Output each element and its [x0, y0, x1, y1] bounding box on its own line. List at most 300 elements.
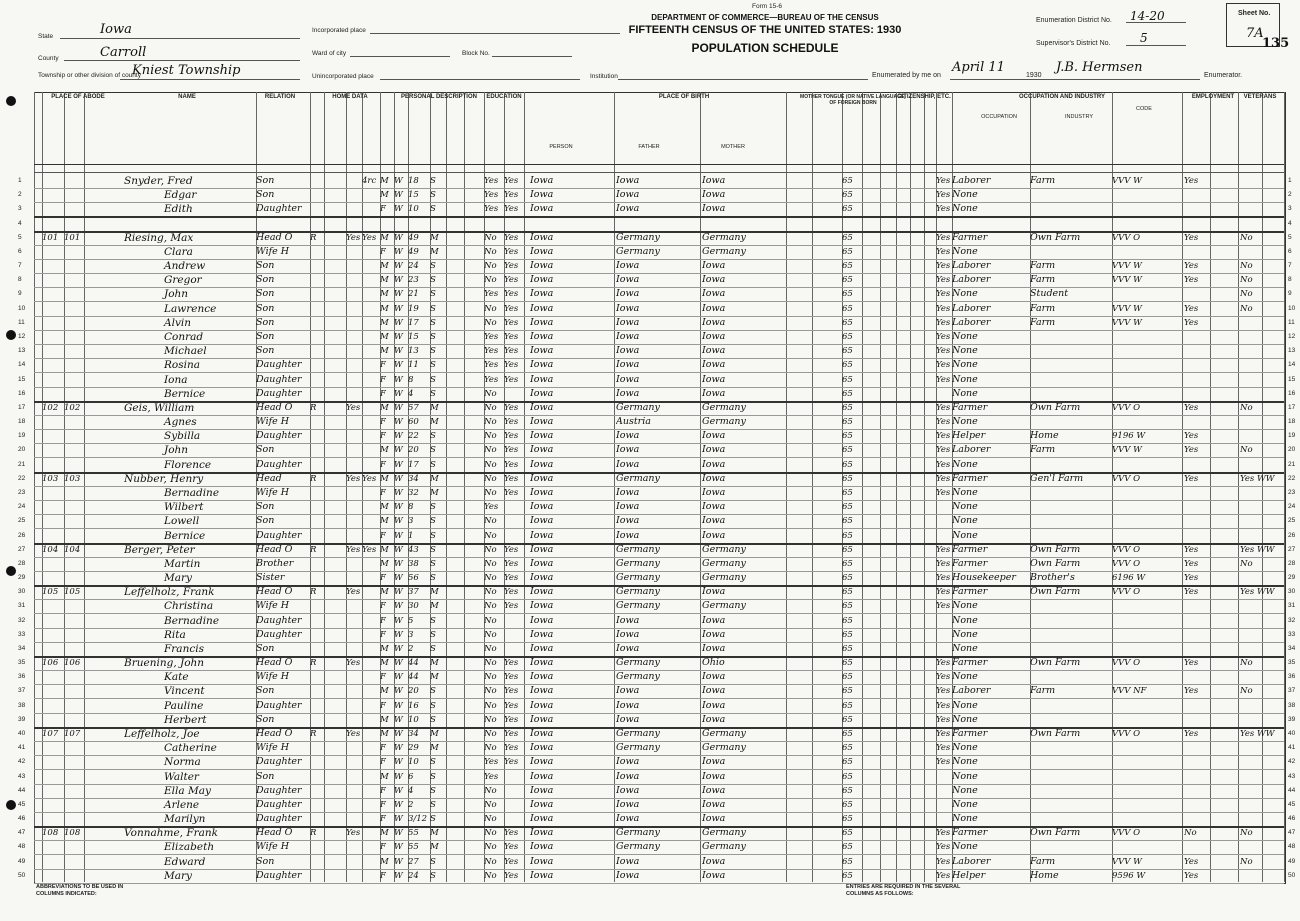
cell-bp: Iowa — [530, 671, 554, 683]
cell-sex: F — [380, 417, 386, 428]
cell-fp: Iowa — [616, 642, 640, 654]
cell-sex: M — [380, 771, 389, 782]
cell-vet: No — [1240, 232, 1253, 243]
cell-age: 56 — [408, 573, 419, 584]
cell-ind: Own Farm — [1030, 543, 1081, 555]
cell-mp: Iowa — [702, 430, 726, 442]
cell-bp: Iowa — [530, 685, 554, 697]
cell-name: Arlene — [164, 798, 200, 811]
cell-rel: Daughter — [256, 756, 302, 768]
cell-mp: Iowa — [702, 798, 726, 810]
cell-bp: Iowa — [530, 869, 554, 881]
cell-code: VVV O — [1112, 402, 1141, 413]
cell-code: VVV W — [1112, 317, 1142, 328]
ward-label: Ward of city — [312, 50, 347, 57]
cell-wk: Yes — [1184, 402, 1199, 413]
cell-race: W — [394, 856, 403, 867]
cell-bp: Iowa — [530, 827, 554, 839]
cell-ind: Farm — [1030, 302, 1056, 314]
cell-eng: Yes — [936, 672, 951, 683]
cell-sch: No — [484, 601, 497, 612]
cell-name: Vonnahme, Frank — [124, 827, 219, 840]
cell-wk: Yes — [1184, 573, 1199, 584]
cell-fp: Iowa — [616, 529, 640, 541]
cell-read: Yes — [504, 558, 519, 569]
cell-lang: 65 — [842, 275, 853, 286]
table-row — [18, 302, 1296, 317]
cell-read: Yes — [504, 487, 519, 498]
cell-read: Yes — [504, 658, 519, 669]
enumerated-label: Enumerated by me on — [872, 72, 941, 79]
table-row — [18, 401, 1296, 416]
row-number-right: 9 — [1288, 290, 1292, 298]
cell-eng: Yes — [936, 431, 951, 442]
cell-occ: Farmer — [952, 401, 988, 413]
cell-dw: 106 — [42, 658, 59, 669]
cell-sch: Yes — [484, 771, 499, 782]
table-row — [18, 543, 1296, 558]
cell-fp: Iowa — [616, 784, 640, 796]
table-row — [18, 500, 1296, 515]
cell-read: Yes — [504, 672, 519, 683]
cell-age: 2 — [408, 799, 414, 810]
cell-name: Gregor — [164, 274, 202, 287]
cell-eng: Yes — [936, 232, 951, 243]
cell-eng: Yes — [936, 544, 951, 555]
cell-bp: Iowa — [530, 515, 554, 527]
cell-age: 17 — [408, 317, 419, 328]
cell-fp: Germany — [616, 728, 660, 740]
incorporated-label: Incorporated place — [312, 27, 366, 34]
row-number-right: 7 — [1288, 262, 1292, 270]
cell-ind: Home — [1030, 430, 1059, 442]
cell-sex: M — [380, 544, 389, 555]
cell-read: Yes — [504, 190, 519, 201]
cell-bp: Iowa — [530, 302, 554, 314]
cell-vet: No — [1240, 828, 1253, 839]
cell-occ: Laborer — [952, 855, 991, 867]
cell-mp: Iowa — [702, 685, 726, 697]
cell-mp: Iowa — [702, 515, 726, 527]
cell-sex: M — [380, 317, 389, 328]
row-number-right: 43 — [1288, 772, 1296, 780]
cell-radio: Yes — [346, 402, 361, 413]
cell-name: Kate — [164, 671, 189, 684]
cell-bp: Iowa — [530, 373, 554, 385]
cell-age: 37 — [408, 587, 419, 598]
cell-read: Yes — [504, 317, 519, 328]
cell-code: VVV W — [1112, 303, 1142, 314]
cell-rel: Wife H — [256, 742, 290, 754]
cell-mar: M — [430, 842, 439, 853]
cell-rel: Son — [256, 288, 275, 300]
cell-rel: Wife H — [256, 841, 290, 853]
row-number-left: 43 — [18, 772, 26, 780]
cell-occ: Farmer — [952, 586, 988, 598]
supervisor-district-label: Supervisor's District No. — [1036, 40, 1111, 47]
cell-sch: No — [484, 275, 497, 286]
cell-sex: F — [380, 487, 386, 498]
cell-race: W — [394, 445, 403, 456]
group-citizenship: CITIZENSHIP, ETC. — [897, 94, 951, 100]
cell-race: W — [394, 388, 403, 399]
cell-lang: 65 — [842, 643, 853, 654]
cell-rel: Daughter — [256, 614, 302, 626]
cell-race: W — [394, 771, 403, 782]
cell-fp: Iowa — [616, 628, 640, 640]
row-number-left: 12 — [18, 332, 26, 340]
cell-fp: Germany — [616, 841, 660, 853]
cell-race: W — [394, 686, 403, 697]
cell-name: Leffelholz, Frank — [124, 586, 215, 599]
cell-sch: Yes — [484, 502, 499, 513]
table-row — [18, 784, 1296, 799]
cell-sex: M — [380, 331, 389, 342]
cell-fp: Germany — [616, 657, 660, 669]
row-number-right: 45 — [1288, 800, 1296, 808]
cell-bp: Iowa — [530, 572, 554, 584]
cell-lang: 65 — [842, 176, 853, 186]
cell-mp: Iowa — [702, 302, 726, 314]
cell-mp: Iowa — [702, 642, 726, 654]
cell-rel: Son — [256, 330, 275, 342]
cell-sch: No — [484, 487, 497, 498]
cell-mp: Iowa — [702, 373, 726, 385]
cell-occ: Helper — [952, 430, 986, 442]
cell-vet: No — [1240, 289, 1253, 300]
cell-name: Vincent — [164, 685, 205, 698]
cell-sch: No — [484, 558, 497, 569]
cell-rel: Head O — [256, 401, 293, 413]
cell-fam: 104 — [64, 544, 81, 555]
cell-age: 44 — [408, 672, 419, 683]
cell-sch: No — [484, 629, 497, 640]
cell-wk: Yes — [1184, 317, 1199, 328]
cell-fp: Iowa — [616, 359, 640, 371]
cell-sex: F — [380, 700, 386, 711]
cell-bp: Iowa — [530, 628, 554, 640]
row-number-right: 12 — [1288, 332, 1296, 340]
cell-sch: No — [484, 573, 497, 584]
cell-name: Mary — [164, 572, 192, 585]
cell-read: Yes — [504, 544, 519, 555]
row-number-right: 3 — [1288, 205, 1292, 213]
cell-age: 44 — [408, 658, 419, 669]
cell-sch: Yes — [484, 204, 499, 215]
cell-lang: 65 — [842, 502, 853, 513]
table-row — [18, 472, 1296, 487]
cell-read: Yes — [504, 714, 519, 725]
table-row — [18, 798, 1296, 813]
cell-sex: F — [380, 672, 386, 683]
row-number-left: 20 — [18, 446, 26, 454]
cell-mar: S — [430, 317, 436, 328]
row-number-right: 26 — [1288, 531, 1296, 539]
cell-sch: No — [484, 729, 497, 740]
row-number-left: 32 — [18, 616, 26, 624]
cell-sch: No — [484, 417, 497, 428]
cell-rel: Daughter — [256, 869, 302, 881]
table-row — [18, 344, 1296, 359]
table-row — [18, 684, 1296, 699]
cell-occ: Farmer — [952, 827, 988, 839]
cell-mar: S — [430, 771, 436, 782]
cell-fp: Iowa — [616, 175, 640, 186]
cell-read: Yes — [504, 870, 519, 881]
cell-sch: Yes — [484, 757, 499, 768]
cell-name: Edward — [164, 855, 206, 868]
cell-farm: 4rc — [362, 176, 377, 186]
row-number-left: 25 — [18, 517, 26, 525]
cell-sex: M — [380, 176, 389, 186]
cell-code: VVV W — [1112, 275, 1142, 286]
cell-sex: M — [380, 261, 389, 272]
cell-occ: None — [952, 345, 978, 357]
cell-read: Yes — [504, 176, 519, 186]
cell-code: VVV O — [1112, 232, 1141, 243]
cell-wk: Yes — [1184, 275, 1199, 286]
footer-entries: ENTRIES ARE REQUIRED IN THE SEVERAL COLUMNS AS FOLLOWS: — [846, 884, 961, 897]
table-row — [18, 855, 1296, 870]
cell-bp: Iowa — [530, 260, 554, 272]
row-number-left: 22 — [18, 474, 26, 482]
cell-sex: F — [380, 814, 386, 825]
cell-sex: F — [380, 431, 386, 442]
table-row — [18, 245, 1292, 260]
table-row — [18, 273, 1292, 288]
cell-ind: Farm — [1030, 175, 1056, 186]
cell-lang: 65 — [842, 402, 853, 413]
cell-rel: Daughter — [256, 359, 302, 371]
cell-eng: Yes — [936, 729, 951, 740]
cell-race: W — [394, 176, 403, 186]
cell-sch: No — [484, 828, 497, 839]
cell-mar: S — [430, 530, 436, 541]
cell-mar: S — [430, 785, 436, 796]
cell-occ: Farmer — [952, 657, 988, 669]
cell-race: W — [394, 714, 403, 725]
cell-rel: Wife H — [256, 416, 290, 428]
cell-read: Yes — [504, 360, 519, 371]
cell-mar: S — [430, 289, 436, 300]
cell-mp: Iowa — [702, 586, 726, 598]
cell-race: W — [394, 757, 403, 768]
cell-age: 49 — [408, 246, 419, 257]
cell-ind: Home — [1030, 869, 1059, 881]
table-row — [18, 486, 1296, 501]
cell-name: Snyder, Fred — [124, 175, 193, 187]
table-row — [18, 429, 1296, 444]
cell-name: Agnes — [164, 416, 197, 429]
cell-fp: Germany — [616, 401, 660, 413]
cell-sch: No — [484, 799, 497, 810]
cell-lang: 65 — [842, 587, 853, 598]
cell-eng: Yes — [936, 204, 951, 215]
cell-mar: S — [430, 445, 436, 456]
cell-rel: Daughter — [256, 430, 302, 442]
cell-sch: No — [484, 686, 497, 697]
cell-bp: Iowa — [530, 486, 554, 498]
cell-wk: Yes — [1184, 544, 1199, 555]
cell-radio: Yes — [346, 658, 361, 669]
cell-read: Yes — [504, 828, 519, 839]
cell-ind: Own Farm — [1030, 401, 1081, 413]
cell-mp: Iowa — [702, 288, 726, 300]
cell-mar: S — [430, 686, 436, 697]
cell-race: W — [394, 558, 403, 569]
cell-fp: Austria — [616, 416, 651, 428]
cell-fp: Germany — [616, 472, 660, 484]
cell-lang: 65 — [842, 246, 853, 257]
cell-age: 3 — [408, 629, 414, 640]
cell-sch: No — [484, 431, 497, 442]
cell-ind: Brother's — [1030, 572, 1075, 584]
cell-wk: Yes — [1184, 303, 1199, 314]
cell-age: 10 — [408, 204, 419, 215]
cell-mar: M — [430, 402, 439, 413]
row-number-right: 39 — [1288, 715, 1296, 723]
cell-fp: Iowa — [616, 302, 640, 314]
cell-rel: Head O — [256, 543, 293, 555]
cell-age: 2 — [408, 643, 414, 654]
supervisor-district-value: 5 — [1140, 31, 1148, 45]
cell-fam: 107 — [64, 729, 81, 740]
cell-mar: S — [430, 502, 436, 513]
cell-sex: F — [380, 530, 386, 541]
cell-fam: 101 — [64, 232, 81, 243]
cell-rel: Son — [256, 302, 275, 314]
cell-mp: Iowa — [702, 813, 726, 825]
cell-lang: 65 — [842, 445, 853, 456]
cell-rel: Brother — [256, 557, 294, 569]
cell-mar: S — [430, 331, 436, 342]
cell-fp: Iowa — [616, 614, 640, 626]
cell-read: Yes — [504, 331, 519, 342]
cell-code: VVV O — [1112, 658, 1141, 669]
cell-code: 9596 W — [1112, 870, 1146, 881]
table-row — [18, 741, 1296, 756]
cell-sch: Yes — [484, 374, 499, 385]
cell-eng: Yes — [936, 700, 951, 711]
cell-lang: 65 — [842, 459, 853, 470]
cell-read: Yes — [504, 232, 519, 243]
cell-mp: Germany — [702, 827, 746, 839]
cell-farm: Yes — [362, 232, 377, 243]
cell-radio: Yes — [346, 544, 361, 555]
row-number-left: 4 — [18, 219, 22, 227]
group-place-of-birth: PLACE OF BIRTH — [658, 94, 710, 100]
table-row — [18, 287, 1292, 302]
cell-name: Michael — [164, 345, 207, 358]
cell-sex: M — [380, 516, 389, 527]
cell-age: 34 — [408, 473, 419, 484]
row-number-right: 18 — [1288, 418, 1296, 426]
cell-age: 55 — [408, 842, 419, 853]
cell-lang: 65 — [842, 757, 853, 768]
cell-rel: Son — [256, 260, 275, 272]
cell-sex: M — [380, 232, 389, 243]
cell-name: Bernice — [164, 529, 206, 542]
cell-occ: None — [952, 288, 978, 300]
row-number-left: 17 — [18, 403, 26, 411]
cell-age: 16 — [408, 700, 419, 711]
row-number-right: 29 — [1288, 574, 1296, 582]
cell-name: Bernadine — [164, 486, 220, 499]
cell-age: 13 — [408, 346, 419, 357]
cell-radio: Yes — [346, 232, 361, 243]
cell-name: Martin — [164, 557, 201, 570]
cell-sex: F — [380, 785, 386, 796]
cell-mp: Germany — [702, 416, 746, 428]
cell-dw: 103 — [42, 473, 59, 484]
row-number-right: 38 — [1288, 701, 1296, 709]
cell-bp: Iowa — [530, 430, 554, 442]
cell-read: Yes — [504, 743, 519, 754]
cell-own: R — [310, 828, 317, 839]
cell-ind: Farm — [1030, 260, 1056, 272]
cell-name: Leffelholz, Joe — [124, 728, 200, 741]
cell-occ: None — [952, 671, 978, 683]
punch-hole-icon — [6, 330, 16, 340]
cell-sch: No — [484, 814, 497, 825]
cell-dw: 104 — [42, 544, 59, 555]
group-education: EDUCATION — [486, 94, 522, 100]
cell-race: W — [394, 190, 403, 201]
cell-lang: 65 — [842, 771, 853, 782]
cell-fp: Iowa — [616, 373, 640, 385]
cell-mar: M — [430, 658, 439, 669]
cell-eng: Yes — [936, 473, 951, 484]
cell-occ: None — [952, 501, 978, 513]
cell-fp: Iowa — [616, 189, 640, 201]
state-label: State — [38, 33, 54, 40]
cell-mp: Iowa — [702, 175, 726, 186]
cell-mar: S — [430, 615, 436, 626]
cell-wk: Yes — [1184, 870, 1199, 881]
cell-code: 6196 W — [1112, 573, 1146, 584]
row-number-left: 3 — [18, 205, 22, 213]
cell-code: VVV O — [1112, 729, 1141, 740]
cell-race: W — [394, 799, 403, 810]
cell-name: Riesing, Max — [124, 231, 194, 244]
cell-sch: No — [484, 303, 497, 314]
cell-sex: F — [380, 615, 386, 626]
cell-lang: 65 — [842, 388, 853, 399]
row-number-right: 41 — [1288, 744, 1296, 752]
cell-read: Yes — [504, 757, 519, 768]
cell-age: 10 — [408, 757, 419, 768]
cell-age: 1 — [408, 530, 414, 541]
cell-sch: No — [484, 473, 497, 484]
cell-sex: M — [380, 346, 389, 357]
cell-mp: Iowa — [702, 274, 726, 286]
sheet-number-value: 7A — [1246, 26, 1264, 41]
cell-eng: Yes — [936, 246, 951, 257]
cell-race: W — [394, 516, 403, 527]
cell-fp: Germany — [616, 543, 660, 555]
row-number-right: 25 — [1288, 517, 1296, 525]
cell-eng: Yes — [936, 757, 951, 768]
cell-code: VVV O — [1112, 473, 1141, 484]
cell-vet: No — [1240, 558, 1253, 569]
block-label: Block No. — [462, 50, 490, 57]
cell-ind: Farm — [1030, 685, 1056, 697]
cell-fp: Iowa — [616, 458, 640, 470]
cell-rel: Head O — [256, 231, 293, 243]
cell-mp: Germany — [702, 557, 746, 569]
cell-lang: 65 — [842, 672, 853, 683]
cell-read: Yes — [504, 246, 519, 257]
